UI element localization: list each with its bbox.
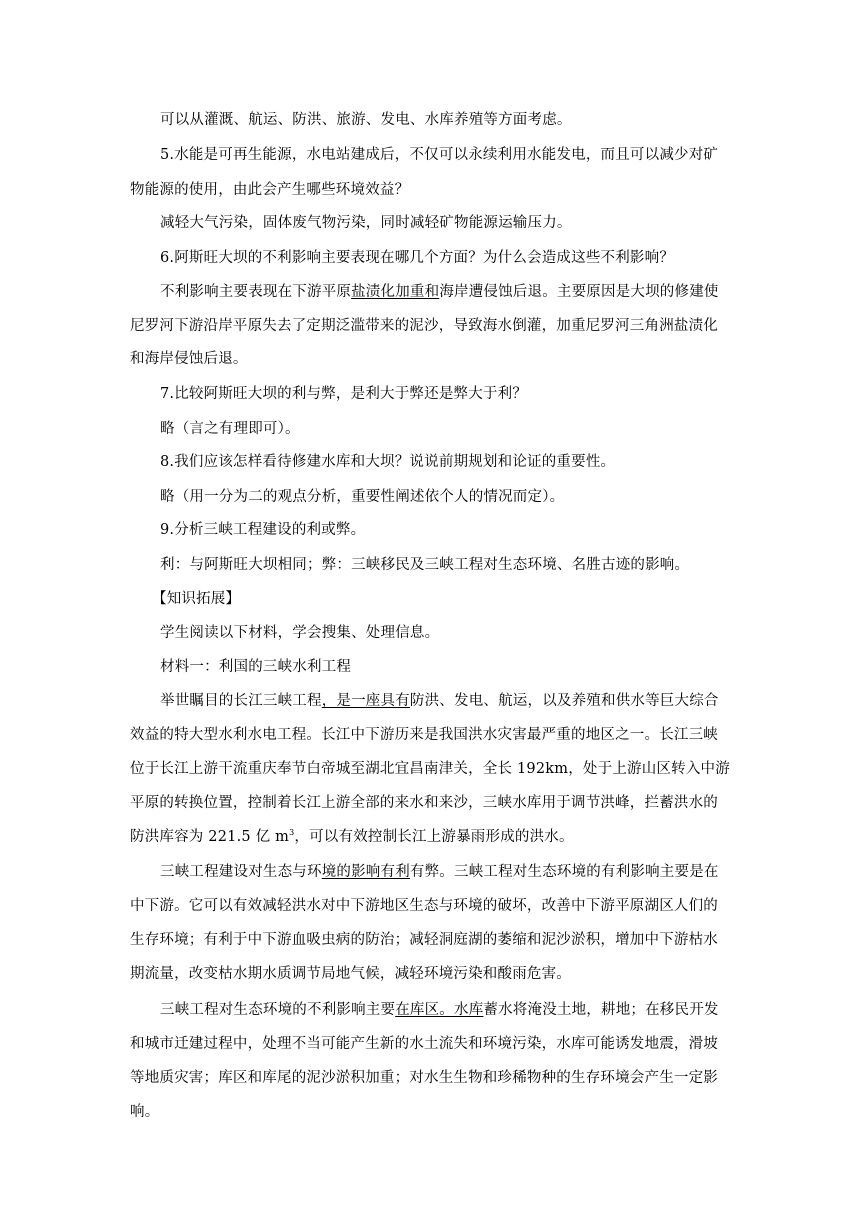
- question-6-text: 6.阿斯旺大坝的不利影响主要表现在哪几个方面？为什么会造成这些不利影响？: [160, 250, 675, 266]
- answer-6-text-a: 不利影响主要表现在下游平原: [160, 284, 352, 300]
- para-2-underlined-text: 境的影响有利: [321, 864, 410, 880]
- answer-8-text: 略（用一分为二的观点分析，重要性阐述依个人的情况而定）。: [160, 489, 565, 505]
- material-1-para-2-line-3: 生存环境；有利于中下游血吸虫病的防治；减轻洞庭湖的萎缩和泥沙淤积，增加中下游枯水: [130, 932, 718, 948]
- material-1-para-1-line-3: 位于长江上游干流重庆奉节白帝城至湖北宜昌南津关，全长 192km，处于上游山区转入中游: [130, 761, 730, 777]
- material-1-underlined-text: ，是一座具有: [321, 693, 410, 709]
- cubic-superscript: 3: [289, 828, 295, 837]
- para-3-text-c: 蓄水将淹没土地，耕地；在移民开发: [483, 1002, 719, 1018]
- para-2-text-a: 三峡工程建设对生态与环: [160, 864, 322, 880]
- answer-6-line-3: 和海岸侵蚀后退。: [130, 351, 248, 367]
- material-1-para-1-line-2: 效益的特大型水利水电工程。长江中下游历来是我国洪水灾害最严重的地区之一。长江三峡: [130, 727, 718, 743]
- para-3-text-a: 三峡工程对生态环境的不利影响主要: [160, 1002, 396, 1018]
- question-8-text: 8.我们应该怎样看待修建水库和大坝？说说前期规划和论证的重要性。: [160, 454, 616, 470]
- material-1-title: 材料一：利国的三峡水利工程: [160, 659, 352, 675]
- section-heading-knowledge-extension: 【知识拓展】: [152, 591, 241, 607]
- answer-6-line-1: [160, 282, 740, 302]
- answer-6-underlined-text: 盐渍化加重和: [351, 284, 440, 300]
- answer-5-text: 减轻大气污染，固体废气物污染，同时减轻矿物能源运输压力。: [160, 215, 572, 231]
- instruction-text: 学生阅读以下材料，学会搜集、处理信息。: [160, 625, 440, 641]
- answer-7-text: 略（言之有理即可）。: [160, 421, 300, 437]
- material-1-para-2-line-2: 中下游。它可以有效减轻洪水对中下游地区生态与环境的破坏，改善中下游平原湖区人们的: [130, 898, 718, 914]
- material-1-para-3-line-4: 响。: [130, 1104, 160, 1120]
- answer-6-text-c: 海岸遭侵蚀后退。主要原因是大坝的修建使: [439, 284, 719, 300]
- material-1-text-a: 举世瞩目的长江三峡工程: [160, 693, 322, 709]
- answer-9-text: 利：与阿斯旺大坝相同；弊：三峡移民及三峡工程对生态环境、名胜古迹的影响。: [160, 557, 690, 573]
- question-7-text: 7.比较阿斯旺大坝的利与弊，是利大于弊还是弊大于利？: [160, 386, 528, 402]
- material-1-para-1-line-1: [160, 691, 740, 711]
- material-1-para-3-line-1: [160, 1000, 740, 1020]
- question-5-line-1: 5.水能是可再生能源，水电站建成后，不仅可以永续利用水能发电，而且可以减少对矿: [160, 147, 719, 163]
- material-1-para-2-line-4: 期流量，改变枯水期水质调节局地气候，减轻环境污染和酸雨危害。: [130, 966, 571, 982]
- flood-capacity-text: 防洪库容为 221.5 亿 m: [130, 829, 290, 845]
- material-1-para-3-line-3: 等地质灾害；库区和库尾的泥沙淤积加重；对水生生物和珍稀物种的生存环境会产生一定影: [130, 1070, 718, 1086]
- answer-4-text: 可以从灌溉、航运、防洪、旅游、发电、水库养殖等方面考虑。: [160, 112, 572, 128]
- material-1-para-1-line-5: [130, 827, 740, 847]
- para-3-underlined-text: 在库区。水库: [395, 1002, 484, 1018]
- question-5-line-2: 物能源的使用，由此会产生哪些环境效益？: [130, 182, 410, 198]
- material-1-text-c: 防洪、发电、航运，以及养殖和供水等巨大综合: [409, 693, 719, 709]
- material-1-para-1-line-4: 平原的转换位置，控制着长江上游全部的来水和来沙，三峡水库用于调节洪峰，拦蓄洪水的: [130, 795, 718, 811]
- question-9-text: 9.分析三峡工程建设的利或弊。: [160, 522, 366, 538]
- material-1-para-2-line-1: [160, 862, 740, 882]
- para-2-text-c: 有弊。三峡工程对生态环境的有利影响主要是在: [409, 864, 719, 880]
- material-1-para-3-line-2: 和城市迁建过程中，处理不当可能产生新的水土流失和环境污染，水库可能诱发地震，滑坡: [130, 1036, 718, 1052]
- flood-capacity-text-end: ，可以有效控制长江上游暴雨形成的洪水。: [294, 829, 574, 845]
- answer-6-line-2: 尼罗河下游沿岸平原失去了定期泛滥带来的泥沙，导致海水倒灌，加重尼罗河三角洲盐渍化: [130, 318, 718, 334]
